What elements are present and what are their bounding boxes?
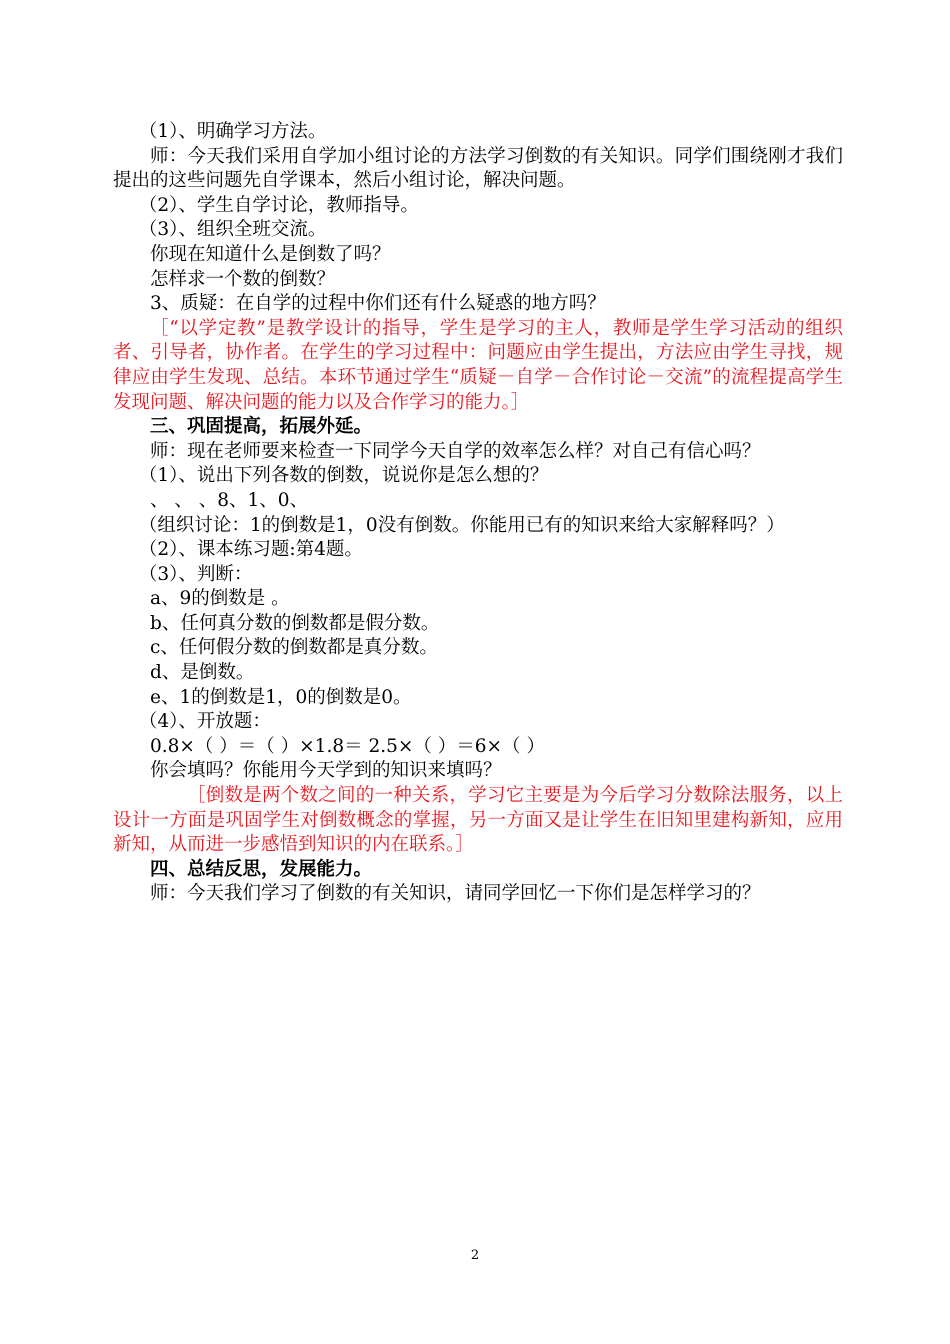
document-body	[113, 120, 843, 907]
judgement-item-b: b、任何真分数的倒数都是假分数。	[150, 612, 440, 634]
paragraph-teacher-intro: 师：今天我们采用自学加小组讨论的方法学习倒数的有关知识。同学们围绕刚才我们提出的这些问题先自学课本，然后小组讨论，解决问题。	[113, 145, 843, 192]
paragraph-exercise-1: （1）、说出下列各数的倒数，说说你是怎么想的？	[138, 465, 549, 487]
paragraph-teacher-recall: 师：今天我们学习了倒数的有关知识，请同学回忆一下你们是怎样学习的？	[150, 883, 761, 905]
paragraph-self-study: （2）、学生自学讨论，教师指导。	[138, 194, 419, 216]
paragraph-teacher-check: 师：现在老师要来检查一下同学今天自学的效率怎么样？对自己有信心吗？	[150, 440, 761, 462]
annotation-reciprocal-relation: ［倒数是两个数之间的一种关系，学习它主要是为今后学习分数除法服务，以上设计一方面是巩固学生对倒数概念的掌握，另一方面又是让学生在旧知里建构新知，应用新知，从而进一步感悟到知识的内在联系。］	[113, 785, 843, 856]
judgement-item-a: a、9的倒数是 。	[150, 588, 290, 610]
judgement-item-c: c、任何假分数的倒数都是真分数。	[150, 637, 438, 659]
annotation-teaching-design: ［“以学定教”是教学设计的指导，学生是学习的主人，教师是学生学习活动的组织者、引导者，协作者。在学生的学习过程中：问题应由学生提出，方法应由学生寻找，规律应由学生发现、总结。本环节通过学生“质疑－自学－合作讨论－交流”的流程提高学生发现问题、解决问题的能力以及合作学习的能力。］	[113, 317, 843, 413]
paragraph-class-exchange: （3）、组织全班交流。	[138, 219, 327, 241]
paragraph-exercise-4: （4）、开放题：	[138, 711, 271, 733]
judgement-item-d: d、是倒数。	[150, 662, 255, 684]
paragraph-doubts: 3、质疑：在自学的过程中你们还有什么疑惑的地方吗？	[150, 293, 606, 315]
paragraph-number-list: 、 、 、8、1、0、	[150, 489, 309, 511]
paragraph-method-heading: （1）、明确学习方法。	[138, 121, 327, 142]
page-number: 2	[470, 1248, 480, 1263]
paragraph-open-equation: 0.8×（ ）＝（ ）×1.8＝ 2.5×（ ）＝6×（ ）	[150, 735, 545, 757]
paragraph-fill-question: 你会填吗？你能用今天学到的知识来填吗？	[150, 760, 502, 782]
paragraph-exercise-3: （3）、判断：	[138, 563, 253, 585]
paragraph-question-how: 怎样求一个数的倒数？	[150, 268, 336, 290]
paragraph-question-what: 你现在知道什么是倒数了吗？	[150, 243, 391, 265]
section-heading-consolidate: 三、巩固提高，拓展外延。	[150, 416, 373, 438]
judgement-item-e: e、1的倒数是1，0的倒数是0。	[150, 686, 412, 708]
paragraph-discussion: （组织讨论：1的倒数是1，0没有倒数。你能用已有的知识来给大家解释吗？）	[138, 514, 785, 536]
paragraph-exercise-2: （2）、课本练习题:第4题。	[138, 539, 363, 561]
section-heading-summary: 四、总结反思，发展能力。	[150, 858, 373, 880]
